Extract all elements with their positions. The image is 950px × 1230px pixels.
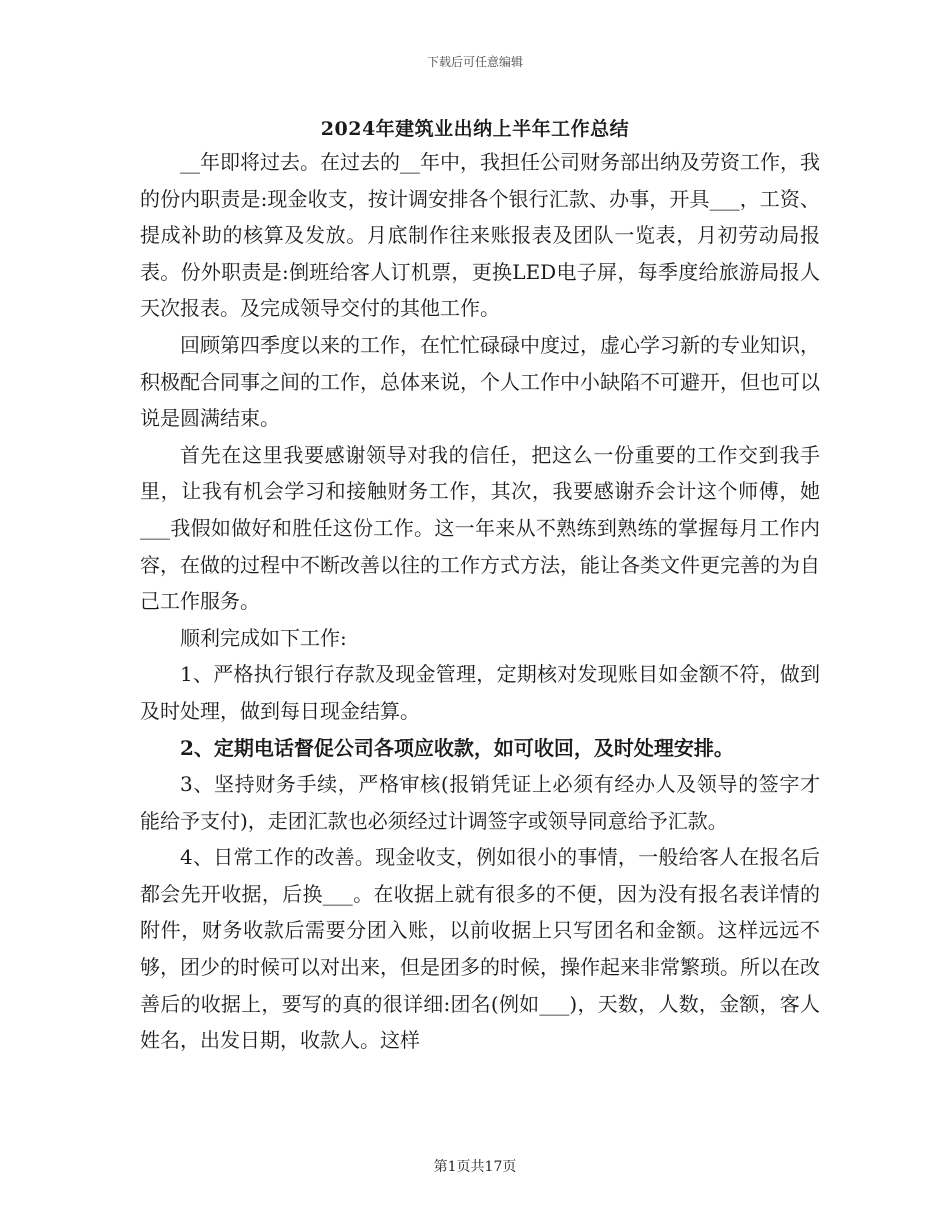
list-item-3: 3、坚持财务手续，严格审核(报销凭证上必须有经办人及领导的签字才能给予支付)，走团汇款也必须经过计调签字或领导同意给予汇款。 <box>140 772 820 833</box>
paragraph-thanks: 首先在这里我要感谢领导对我的信任，把这么一份重要的工作交到我手里，让我有机会学习和接触财务工作，其次，我要感谢乔会计这个师傅，她___我假如做好和胜任这份工作。这一年来从不熟练到熟练的掌握每月工作内容，在做的过程中不断改善以往的工作方式方法，能让各类文件更完善的为自己工作服务。 <box>140 442 820 614</box>
document-body <box>140 144 820 1059</box>
list-item-2: 2、定期电话督促公司各项应收款，如可收回，及时处理安排。 <box>180 735 734 760</box>
page-header-note: 下载后可任意编辑 <box>426 55 523 69</box>
paragraph-review: 回顾第四季度以来的工作，在忙忙碌碌中度过，虚心学习新的专业知识，积极配合同事之间的工作，总体来说，个人工作中小缺陷不可避开，但也可以说是圆满结束。 <box>140 332 820 431</box>
paragraph-intro: __年即将过去。在过去的__年中，我担任公司财务部出纳及劳资工作，我的份内职责是:现金收支，按计调安排各个银行汇款、办事，开具___，工资、提成补助的核算及发放。月底制作往来账报表及团队一览表，月初劳动局报表。份外职责是:倒班给客人订机票，更换LED电子屏，每季度给旅游局报人天次报表。及完成领导交付的其他工作。 <box>140 150 820 321</box>
paragraph-work-heading: 顺利完成如下工作: <box>180 625 347 650</box>
list-item-1: 1、严格执行银行存款及现金管理，定期核对发现账目如金额不符，做到及时处理，做到每日现金结算。 <box>140 662 820 723</box>
list-item-4: 4、日常工作的改善。现金收支，例如很小的事情，一般给客人在报名后都会先开收据，后换___。在收据上就有很多的不便，因为没有报名表详情的附件，财务收款后需要分团入账，以前收据上只写团名和金额。这样远远不够，团少的时候可以对出来，但是团多的时候，操作起来非常繁琐。所以在改善后的收据上，要写的真的很详细:团名(例如___)，天数，人数，金额，客人姓名，出发日期，收款人。这样 <box>140 845 820 1053</box>
document-title: 2024年建筑业出纳上半年工作总结 <box>320 118 630 140</box>
page-number: 第1页共17页 <box>433 1159 517 1175</box>
